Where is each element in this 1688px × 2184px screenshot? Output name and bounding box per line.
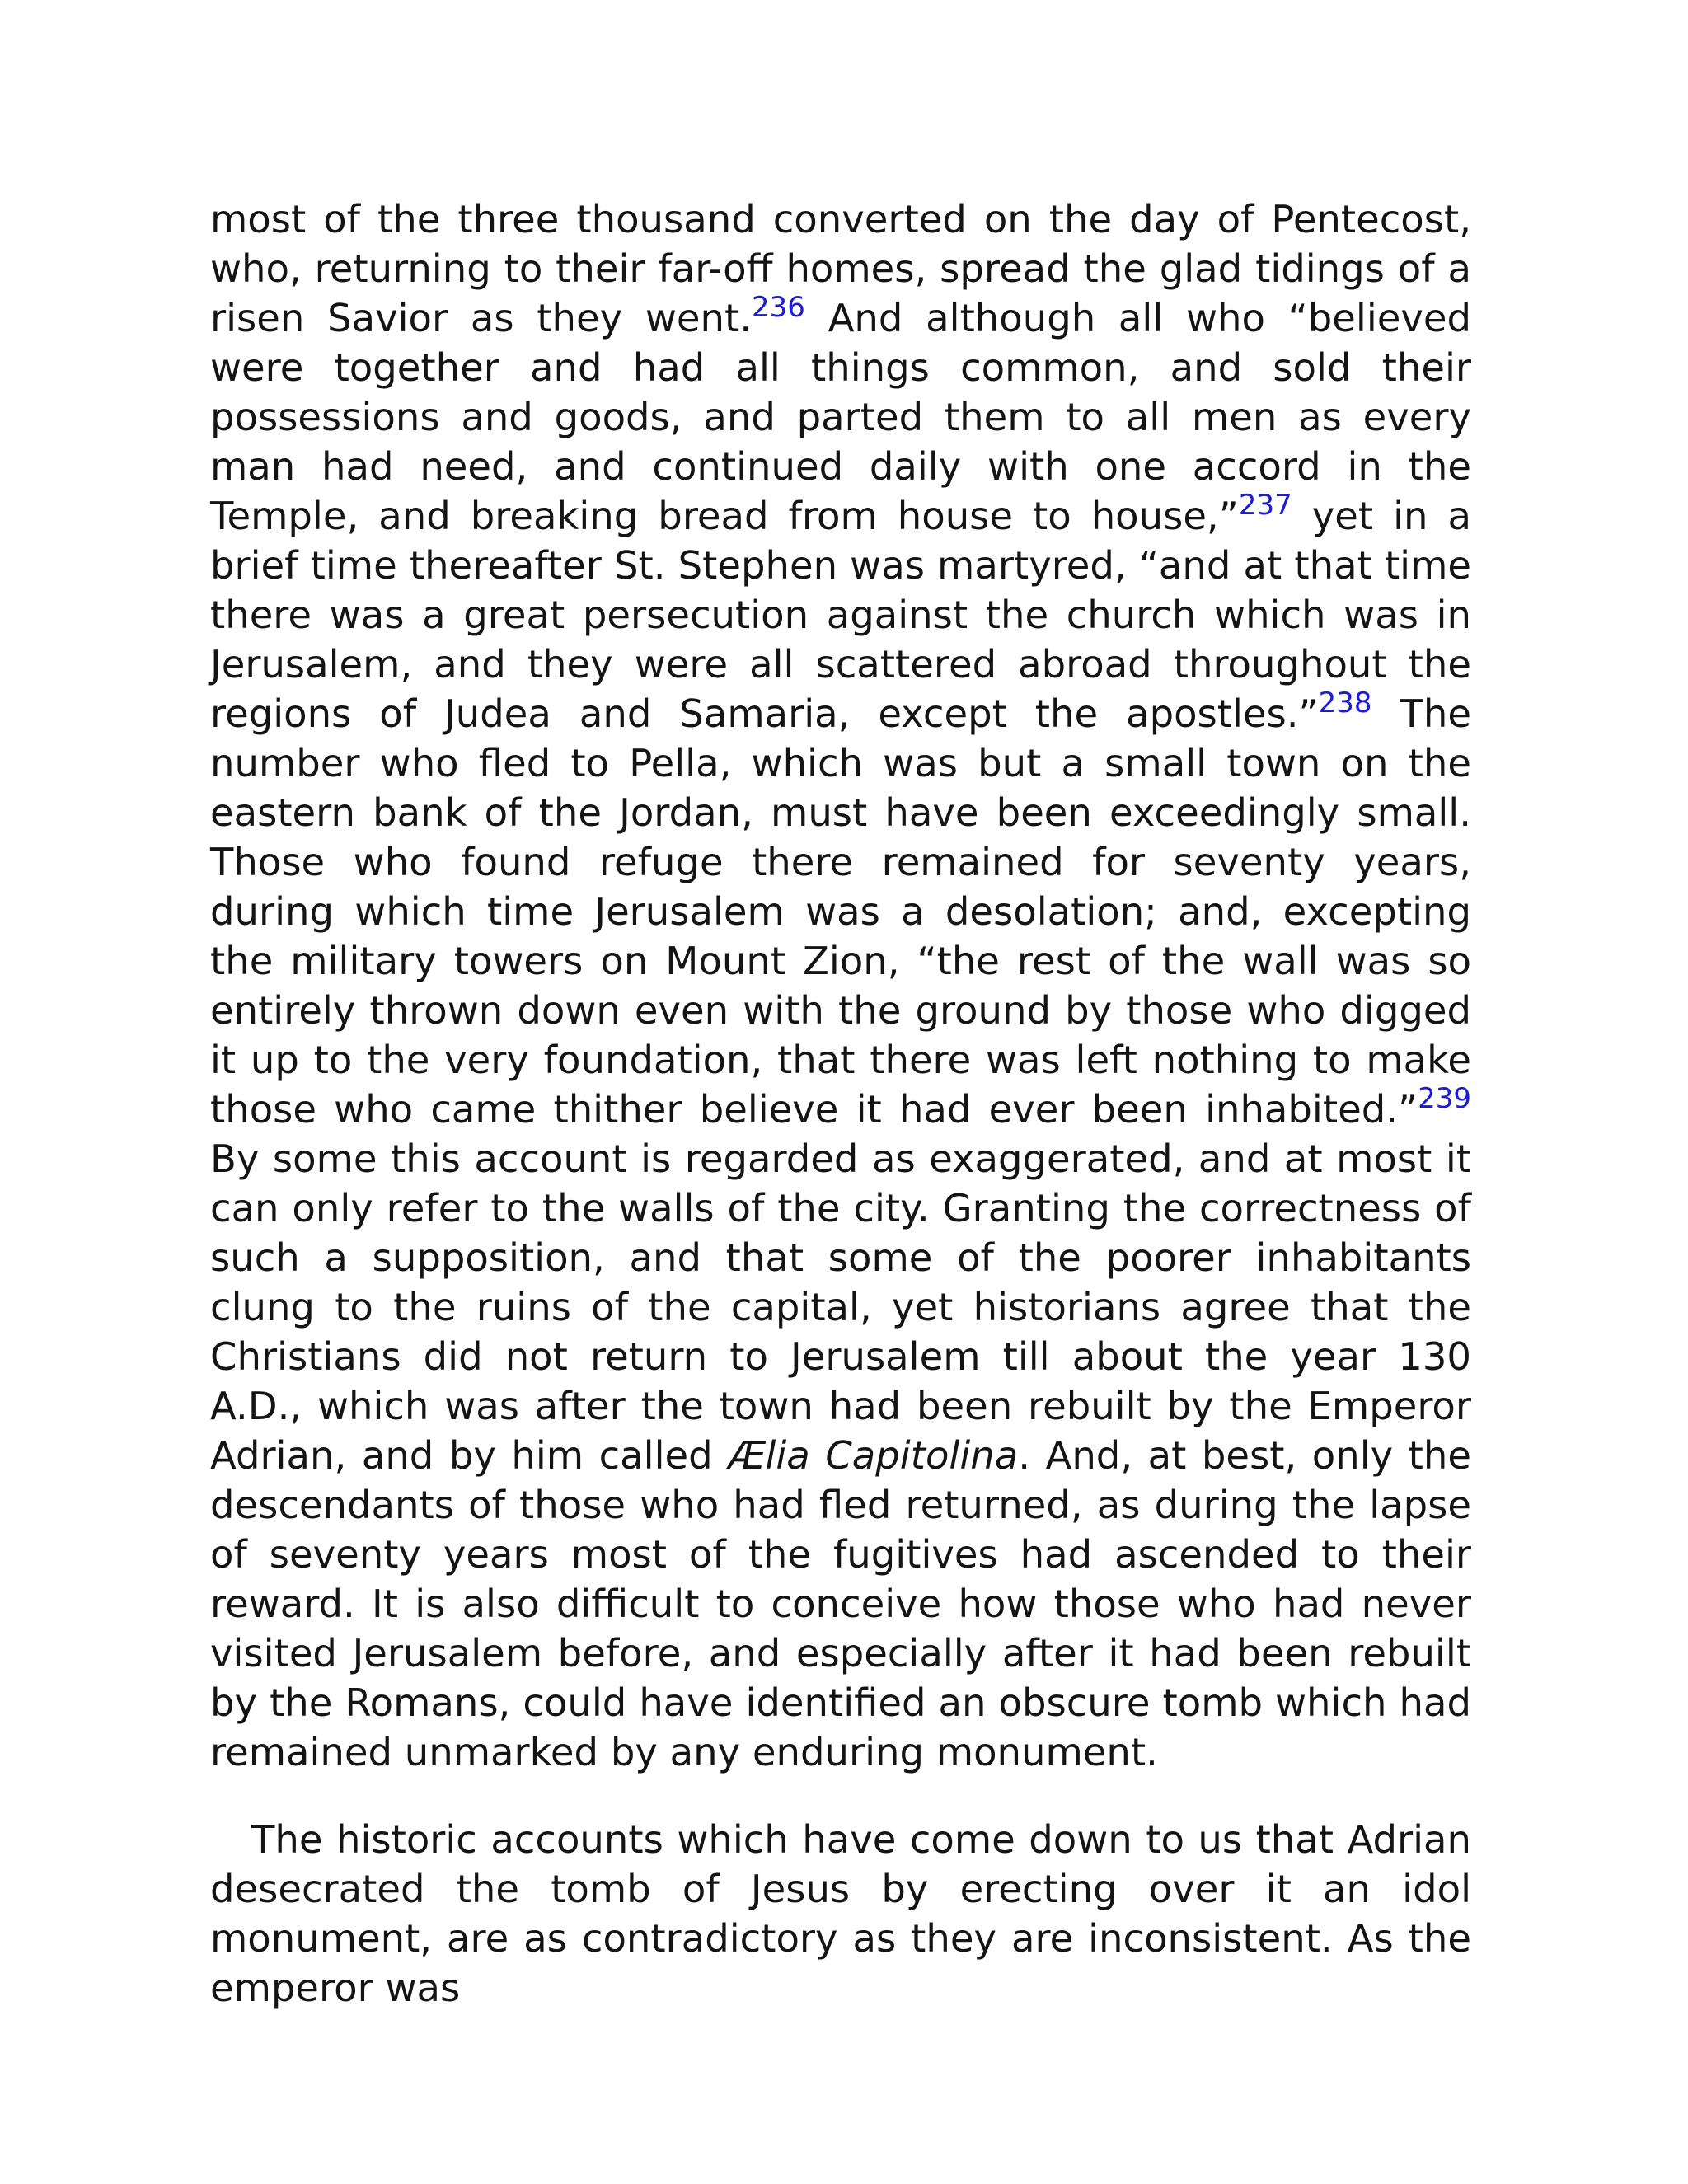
paragraph-2 — [210, 1815, 1471, 2013]
text-run: By some this account is regarded as exaggerated, and at most it can only refer to the walls of the city. Granting the correctness of such a supposition, and that some of the poorer inhabitants clung to the ruins of the capital, yet historians agree that the Christians did not return to Jerusalem till about the year 130 A.D., which was after the town had been rebuilt by the Emperor Adrian, and by him called — [210, 1137, 1471, 1478]
text-run: . And, at best, only the descendants of those who had fled returned, as during the lapse of seventy years most of the fugitives had ascended to their reward. It is also difficult to conceive how those who had never visited Jerusalem before, and especially after it had been rebuilt by the Romans, could have identified an obscure tomb which had remained unmarked by any enduring monument. — [210, 1433, 1471, 1774]
text-run: The number who fled to Pella, which was but a small town on the eastern bank of the Jordan, must have been exceedingly small. Those who found refuge there remained for seventy years, during which time Jerusalem was a desolation; and, excepting the military towers on Mount Zion, “the rest of the wall was so entirely thrown down even with the ground by those who digged it up to the very foundation, that there was left nothing to make those who came thither believe it had ever been inhabited.” — [210, 691, 1472, 1132]
text-run: most of the three thousand converted on the day of Pentecost, who, returning to their far-off homes, spread the glad tidings of a risen Savior as they went. — [210, 197, 1471, 340]
page-body — [210, 194, 1471, 2013]
footnote-ref-238[interactable]: 238 — [1318, 687, 1372, 719]
text-run: yet in a brief time thereafter St. Stephen was martyred, “and at that time there was a great persecution against the church which was in Jerusalem, and they were all scattered abroad throughout the regions of Judea and Samaria, except the apostles.” — [210, 494, 1471, 736]
footnote-ref-237[interactable]: 237 — [1238, 489, 1292, 522]
footnote-ref-239[interactable]: 239 — [1418, 1082, 1471, 1115]
text-run: The historic accounts which have come down to us that Adrian desecrated the tomb of Jesus by erecting over it an idol monument, are as contradictory as they are inconsistent. As the emperor was — [210, 1817, 1471, 2010]
footnote-ref-236[interactable]: 236 — [751, 291, 805, 324]
text-run: And although all who “believed were together and had all things common, and sold their possessions and goods, and parted them to all men as every man had need, and continued daily with one accord in the Temple, and breaking bread from house to house,” — [210, 296, 1471, 538]
italic-place-name: Ælia Capitolina — [728, 1433, 1019, 1478]
paragraph-1 — [210, 194, 1471, 1777]
